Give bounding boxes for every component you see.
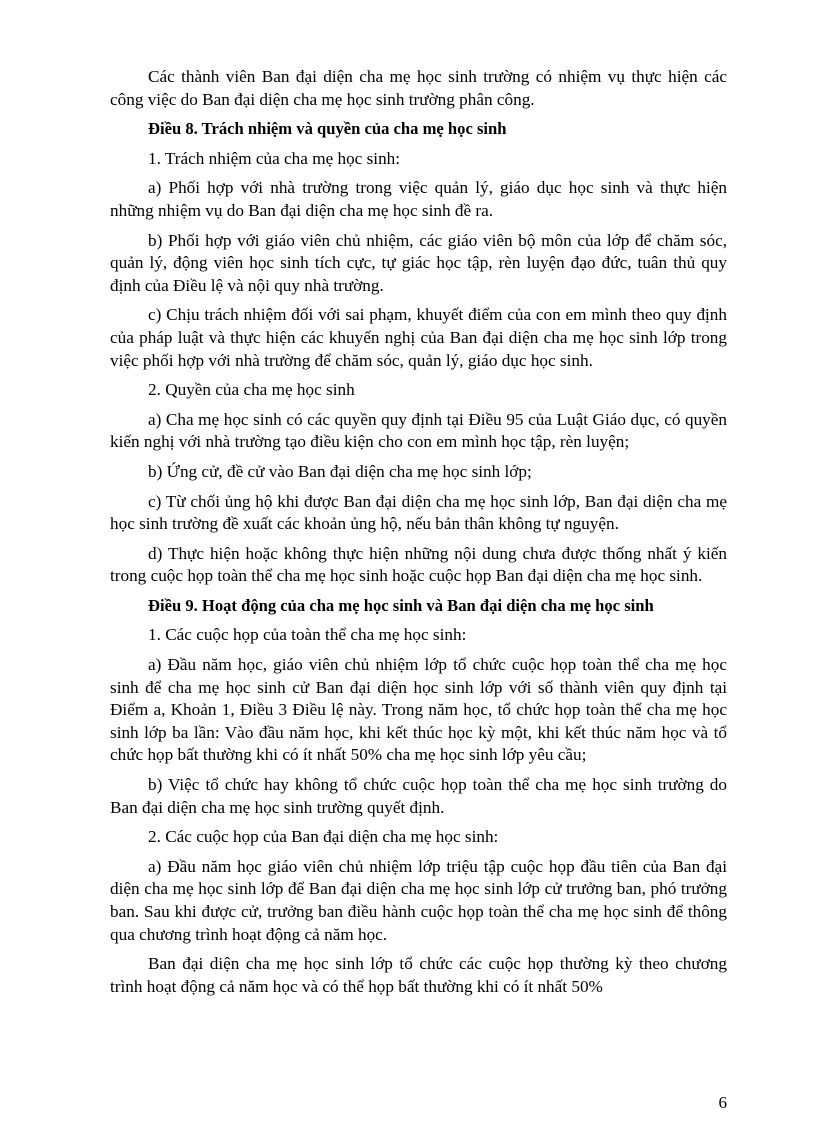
paragraph-hop-ban-dai-dien-a: a) Đầu năm học giáo viên chủ nhiệm lớp triệu tập cuộc họp đầu tiên của Ban đại diện cha mẹ học sinh lớp để Ban đại diện cha mẹ học sinh lớp cử trưởng ban, phó trưởng ban. Sau khi được cử, trưởng ban điều hành cuộc họp toàn thể cha mẹ học sinh để thông qua chương trình hoạt động cả năm học. xyxy=(110,856,727,944)
paragraph-trach-nhiem-a: a) Phối hợp với nhà trường trong việc quản lý, giáo dục học sinh và thực hiện những nhiệm vụ do Ban đại diện cha mẹ học sinh đề ra. xyxy=(110,178,727,220)
paragraph-trach-nhiem-c: c) Chịu trách nhiệm đối với sai phạm, khuyết điểm của con em mình theo quy định của pháp luật và thực hiện các khuyến nghị của Ban đại diện cha mẹ học sinh lớp trong việc phối hợp với nhà trường để chăm sóc, quản lý, giáo dục học sinh. xyxy=(110,305,727,370)
paragraph-trach-nhiem-title: 1. Trách nhiệm của cha mẹ học sinh: xyxy=(148,148,401,168)
paragraph-hop-toan-the-b: b) Việc tổ chức hay không tổ chức cuộc họp toàn thể cha mẹ học sinh trường do Ban đại diện cha mẹ học sinh trường quyết định. xyxy=(110,775,727,817)
heading-dieu-8: Điều 8. Trách nhiệm và quyền của cha mẹ học sinh xyxy=(148,119,507,139)
paragraph-hop-thuong-ky: Ban đại diện cha mẹ học sinh lớp tổ chức các cuộc họp thường kỳ theo chương trình hoạt động cả năm học và có thể họp bất thường khi có ít nhất 50% xyxy=(110,954,727,996)
paragraph-quyen-b: b) Ứng cử, đề cử vào Ban đại diện cha mẹ học sinh lớp; xyxy=(148,461,532,481)
paragraph-hop-toan-the-a: a) Đầu năm học, giáo viên chủ nhiệm lớp tổ chức cuộc họp toàn thể cha mẹ học sinh để cha mẹ học sinh cử Ban đại diện học sinh lớp với số thành viên quy định tại Điểm a, Khoản 1, Điều 3 Điều lệ này. Trong năm học, tổ chức họp toàn thể cha mẹ học sinh lớp ba lần: Vào đầu năm học, khi kết thúc học kỳ một, khi kết thúc năm học và tổ chức họp bất thường khi có ít nhất 50% cha mẹ học sinh lớp yêu cầu; xyxy=(110,655,727,765)
paragraph-quyen-c: c) Từ chối ủng hộ khi được Ban đại diện cha mẹ học sinh lớp, Ban đại diện cha mẹ học sinh trường đề xuất các khoản ủng hộ, nếu bản thân không tự nguyện. xyxy=(110,491,727,534)
paragraph-hop-ban-dai-dien-title: 2. Các cuộc họp của Ban đại diện cha mẹ học sinh: xyxy=(148,827,499,847)
paragraph-hop-toan-the-title: 1. Các cuộc họp của toàn thể cha mẹ học sinh: xyxy=(148,625,467,645)
paragraph-quyen-title: 2. Quyền của cha mẹ học sinh xyxy=(148,380,355,400)
paragraph-quyen-d: d) Thực hiện hoặc không thực hiện những nội dung chưa được thống nhất ý kiến trong cuộc họp toàn thể cha mẹ học sinh hoặc cuộc họp Ban đại diện cha mẹ học sinh. xyxy=(110,543,727,586)
heading-dieu-9: Điều 9. Hoạt động của cha mẹ học sinh và Ban đại diện cha mẹ học sinh xyxy=(148,595,654,615)
paragraph-quyen-a: a) Cha mẹ học sinh có các quyền quy định tại Điều 95 của Luật Giáo dục, có quyền kiến nghị với nhà trường tạo điều kiện cho con em mình học tập, rèn luyện; xyxy=(110,409,727,452)
page-number: 6 xyxy=(718,1093,727,1112)
document-page xyxy=(110,66,727,1005)
paragraph-trach-nhiem-b: b) Phối hợp với giáo viên chủ nhiệm, các giáo viên bộ môn của lớp để chăm sóc, quản lý, động viên học sinh tích cực, tự giác học tập, rèn luyện đạo đức, tuân thủ quy định của Điều lệ và nội quy nhà trường. xyxy=(110,230,727,295)
paragraph-ban-dai-dien-phan-cong: Các thành viên Ban đại diện cha mẹ học sinh trường có nhiệm vụ thực hiện các công việc do Ban đại diện cha mẹ học sinh trường phân công. xyxy=(110,67,727,109)
